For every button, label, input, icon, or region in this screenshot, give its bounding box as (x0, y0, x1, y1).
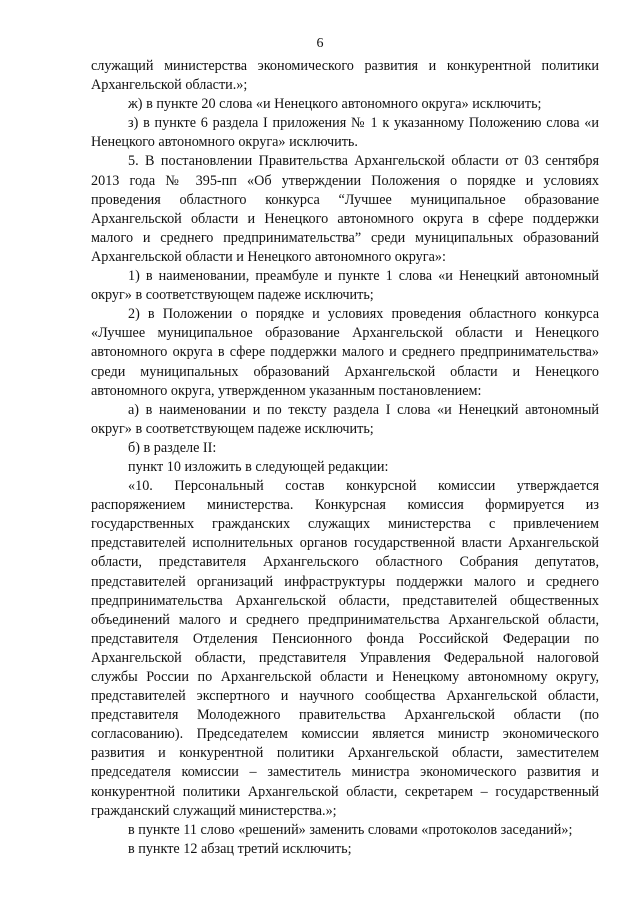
paragraph-item-5: 5. В постановлении Правительства Архангельской области от 03 сентября 2013 года № 395-пп «Об утверждении Положения о порядке и условиях проведения областного конкурса “Лучшее муниципальное образование Архангельской области и Ненецкого автономного округа в сфере поддержки малого и среднего предпринимательства” среди муниципальных образований Архангельской области и Ненецкого автономного округа»: (91, 153, 599, 265)
paragraph-point-12: в пункте 12 абзац третий исключить; (128, 840, 352, 857)
paragraph-point-10-intro: пункт 10 изложить в следующей редакции: (128, 458, 389, 475)
paragraph-subitem-2: 2) в Положении о порядке и условиях проведения областного конкурса «Лучшее муниципальное образование Архангельской области и Ненецкого автономного округа в сфере поддержки малого и среднего предпринимательства» среди муниципальных образований Архангельской области и Ненецкого автономного округа, утвержденном указанным постановлением: (91, 306, 599, 399)
paragraph-subitem-b: б) в разделе II: (128, 439, 217, 456)
document-body (91, 57, 599, 859)
paragraph-point-10-text: «10. Персональный состав конкурсной комиссии утверждается распоряжением министерства. Конкурсная комиссия формируется из государственных гражданских служащих министерства с привлечением представителей исполнительных органов государственной власти Архангельской области, представителя Архангельского областного Собрания депутатов, представителей организаций инфраструктуры поддержки малого и среднего предпринимательства Архангельской области, представителей общественных объединений малого и среднего предпринимательства Архангельской области, представителя Отделения Пенсионного фонда Российской Федерации по Архангельской области, представителя Управления Федеральной налоговой службы России по Архангельской области и Ненецкому автономному округу, представителей экспертного и научного сообщества Архангельской области, представителя Молодежного правительства Архангельской области (по согласованию). Председателем комиссии является министр экономического развития и конкурентной политики Архангельской области, заместителем председателя комиссии – заместитель министра экономического развития и конкурентной политики Архангельской области, секретарем – государственный гражданский служащий министерства.»; (91, 478, 599, 819)
paragraph-point-11: в пункте 11 слово «решений» заменить словами «протоколов заседаний»; (128, 821, 573, 838)
paragraph-subitem-1: 1) в наименовании, преамбуле и пункте 1 слова «и Ненецкий автономный округ» в соответствующем падеже исключить; (91, 268, 599, 304)
paragraph-continuation: служащий министерства экономического развития и конкурентной политики Архангельской области.»; (91, 58, 599, 94)
paragraph-subitem-a: а) в наименовании и по тексту раздела I слова «и Ненецкий автономный округ» в соответствующем падеже исключить; (91, 401, 599, 437)
paragraph-item-z: з) в пункте 6 раздела I приложения № 1 к указанному Положению слова «и Ненецкого автономного округа» исключить. (91, 115, 599, 151)
page-number: 6 (316, 36, 324, 51)
paragraph-item-zh: ж) в пункте 20 слова «и Ненецкого автономного округа» исключить; (128, 96, 542, 113)
